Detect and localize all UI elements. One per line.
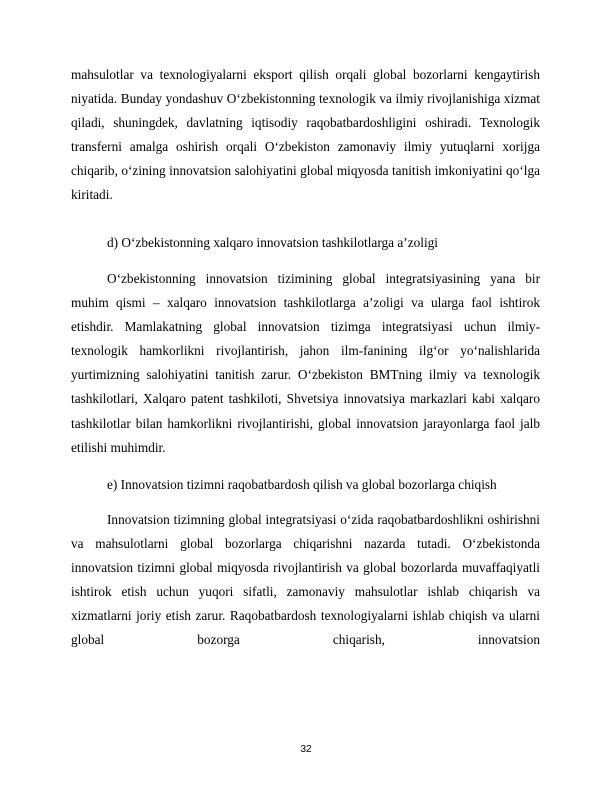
- heading-text: e) Innovatsion tizimni raqobatbardosh qilish va global bozorlarga chiqish: [107, 477, 497, 492]
- page-number: 32: [300, 744, 312, 755]
- paragraph-continuation: [71, 63, 540, 208]
- paragraph-text: mahsulotlar va texnologiyalarni eksport qilish orqali global bozorlarni kengaytirish niyatida. Bunday yondashuv O‘zbekistonning texnologik va ilmiy rivojlanishiga xizmat qiladi, shuningdek, davlatning iqtisodiy raqobatbardoshligini oshiradi. Texnologik transferni amalga oshirish orqali O‘zbekiston zamonaviy ilmiy yutuqlarni xorijga chiqarib, o‘zining innovatsion salohiyatini global miqyosda tanitish imkoniyatini qo‘lga kiritadi.: [71, 67, 540, 203]
- paragraph-competitiveness: [71, 508, 540, 653]
- paragraph-membership: [71, 267, 540, 460]
- paragraph-text: Innovatsion tizimning global integratsiyasi o‘zida raqobatbardoshlikni oshirishni va mahsulotlarni global bozorlarga chiqarishni nazarda tutadi. O‘zbekistonda innovatsion tizimni global miqyosda rivojlantirish va global bozorlarda muvaffaqiyatli ishtirok etish uchun yuqori sifatli, zamonaviy mahsulotlar ishlab chiqarish va xizmatlarni joriy etish zarur. Raqobatbardosh texnologiyalarni ishlab chiqish va ularni global bozorga chiqarish, innovatsion: [71, 512, 540, 648]
- section-heading-e: [71, 473, 540, 497]
- paragraph-text: O‘zbekistonning innovatsion tizimining global integratsiyasining yana bir muhim qismi – xalqaro innovatsion tashkilotlarga a’zoligi va ularga faol ishtirok etishdir. Mamlakatning global innovatsion tizimga integratsiyasi uchun ilmiy-texnologik hamkorlikni rivojlantirish, jahon ilm-fanining ilg‘or yo‘nalishlarida yurtimizning salohiyatini tanitish zarur. O‘zbekiston BMTning ilmiy va texnologik tashkilotlari, Xalqaro patent tashkiloti, Shvetsiya innovatsiya markazlari kabi xalqaro tashkilotlar bilan hamkorlikni rivojlantirishi, global innovatsion jarayonlarga faol jalb etilishi muhimdir.: [71, 271, 540, 455]
- heading-text: d) O‘zbekistonning xalqaro innovatsion tashkilotlarga a’zoligi: [107, 235, 438, 250]
- section-heading-d: [71, 231, 540, 255]
